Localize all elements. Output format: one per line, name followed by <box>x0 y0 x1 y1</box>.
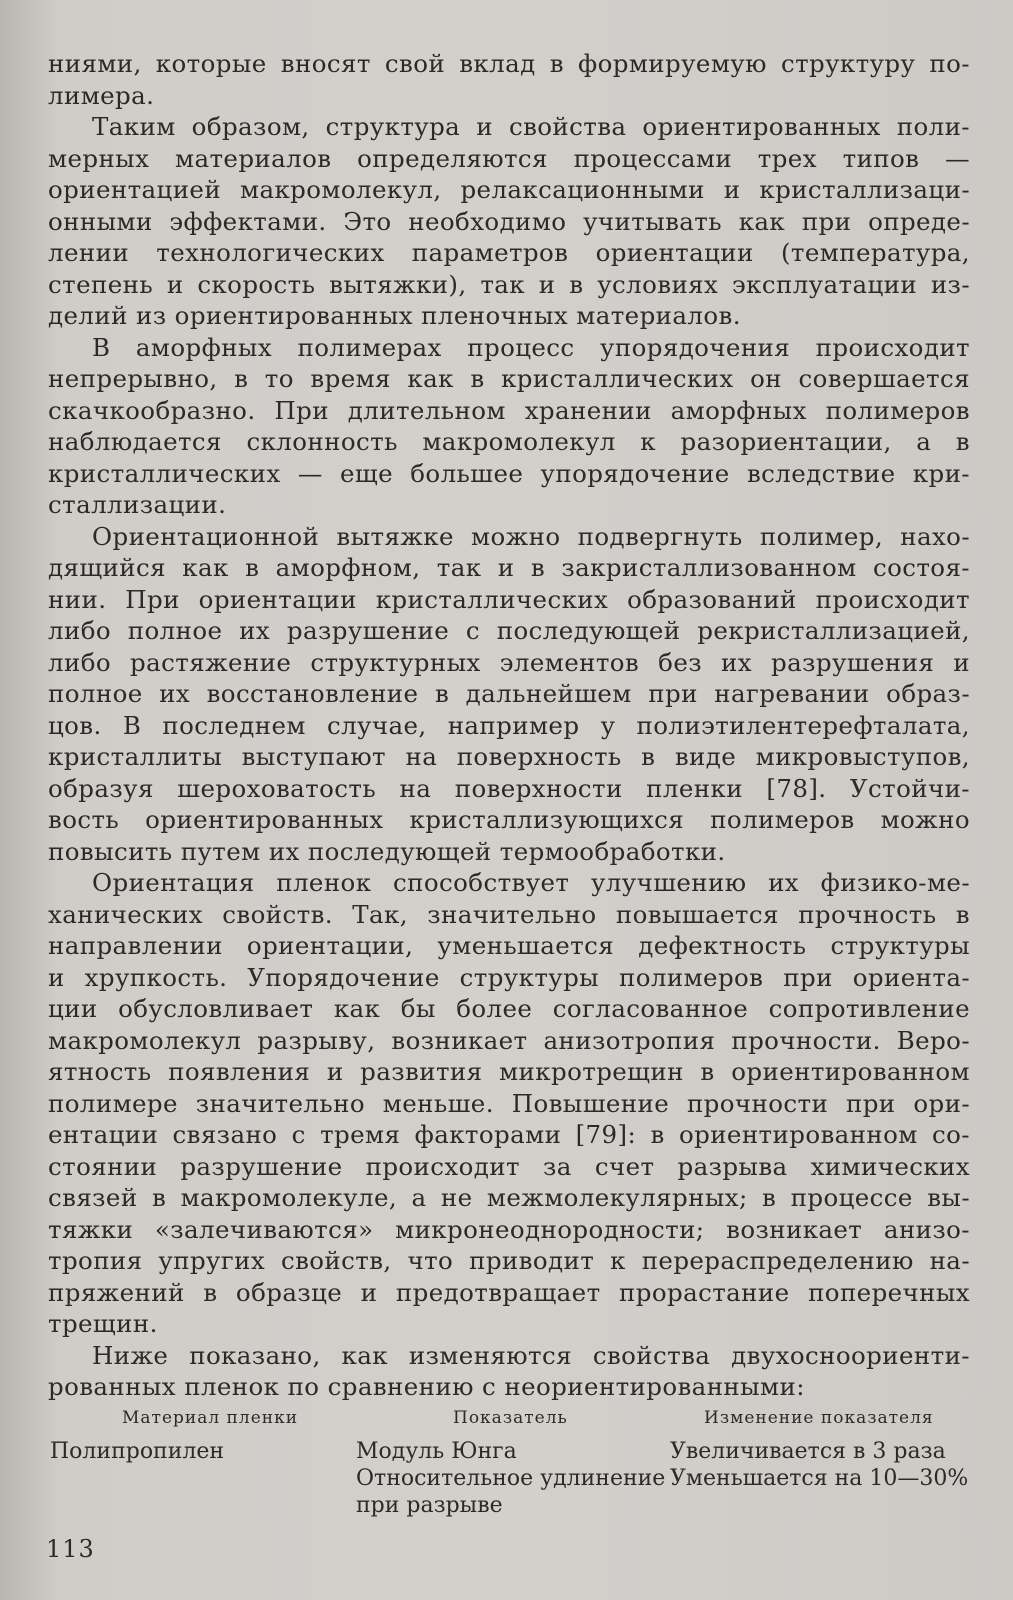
column-header-change: Изменение показателя <box>704 1408 934 1428</box>
text-line: направлении ориентации, уменьшается дефектность структуры <box>48 931 970 960</box>
paragraph <box>48 521 970 868</box>
text-line: ориентацией макромолекул, релаксационными и кристаллизаци- <box>48 175 970 204</box>
paragraph <box>48 48 970 111</box>
text-line: степень и скорость вытяжки), так и в условиях эксплуатации из- <box>48 269 970 299</box>
text-line: Ориентация пленок способствует улучшению их физико-ме- <box>92 868 970 897</box>
text-line: скачкообразно. При длительном хранении аморфных полимеров <box>48 395 970 425</box>
text-line: и хрупкость. Упорядочение структуры полимеров при ориента- <box>48 962 970 992</box>
text-line: Таким образом, структура и свойства ориентированных поли- <box>92 112 970 141</box>
text-line: ятность появления и развития микротрещин в ориентированном <box>48 1057 970 1086</box>
text-line: мерных материалов определяются процессами трех типов — <box>48 143 970 173</box>
text-line: рованных пленок по сравнению с неориентированными: <box>48 1372 805 1401</box>
text-line: макромолекул разрыву, возникает анизотропия прочности. Веро- <box>48 1025 970 1055</box>
indicator-line: при разрыве <box>356 1493 503 1518</box>
text-line: лении технологических параметров ориентации (температура, <box>48 238 970 267</box>
text-line: полное их восстановление в дальнейшем при нагревании образ- <box>48 679 970 708</box>
text-line: непрерывно, в то время как в кристаллических он совершается <box>48 364 970 393</box>
text-line: ниями, которые вносят свой вклад в формируемую структуру по- <box>48 49 970 78</box>
column-header-material: Материал пленки <box>122 1408 299 1428</box>
indicator-line: Относительное удлинение <box>356 1466 666 1491</box>
text-line: нии. При ориентации кристаллических образований происходит <box>48 584 970 614</box>
text-line: трещин. <box>48 1309 158 1338</box>
paragraph <box>48 867 970 1340</box>
text-line: тяжки «залечиваются» микронеоднородности; возникает анизо- <box>48 1214 970 1244</box>
material-name: Полипропилен <box>50 1439 225 1464</box>
text-line: делий из ориентированных пленочных материалов. <box>48 301 741 330</box>
text-line: ентации связано с тремя факторами [79]: в ориентированном со- <box>48 1120 970 1149</box>
text-line: тропия упругих свойств, что приводит к перераспределению на- <box>48 1246 970 1275</box>
text-line: онными эффектами. Это необходимо учитывать как при опреде- <box>48 206 970 236</box>
change-line: Увеличивается в 3 раза <box>670 1439 946 1464</box>
text-line: стоянии разрушение происходит за счет разрыва химических <box>48 1151 970 1181</box>
text-line: кристаллиты выступают на поверхность в виде микровыступов, <box>48 742 970 771</box>
text-line: ханических свойств. Так, значительно повышается прочность в <box>48 899 970 929</box>
text-line: наблюдается склонность макромолекул к разориентации, а в <box>48 427 970 456</box>
text-line: ции обусловливает как бы более согласованное сопротивление <box>48 994 970 1023</box>
table-row <box>48 1438 980 1528</box>
change-line: Уменьшается на 10—30% <box>670 1466 969 1491</box>
text-line: дящийся как в аморфном, так и в закристаллизованном состоя- <box>48 553 970 582</box>
table-header <box>48 1408 980 1438</box>
text-line: Ниже показано, как изменяются свойства двухосноориенти- <box>92 1340 970 1370</box>
properties-table <box>48 1408 980 1528</box>
text-line: вость ориентированных кристаллизующихся полимеров можно <box>48 805 970 834</box>
text-line: цов. В последнем случае, например у полиэтилентерефталата, <box>48 710 970 740</box>
text-line: повысить путем их последующей термообработки. <box>48 836 726 866</box>
change-cell <box>670 1438 968 1492</box>
page-number: 113 <box>46 1535 95 1563</box>
text-line: лимера. <box>48 80 155 110</box>
text-line: сталлизации. <box>48 490 227 519</box>
paragraph <box>48 111 970 332</box>
text-line: В аморфных полимерах процесс упорядочения происходит <box>92 332 970 362</box>
indicator-cell <box>356 1438 665 1519</box>
text-line: кристаллических — еще большее упорядочение вследствие кри- <box>48 458 970 488</box>
paragraph <box>48 332 970 521</box>
text-line: полимере значительно меньше. Повышение прочности при ори- <box>48 1088 970 1118</box>
indicator-line: Модуль Юнга <box>356 1439 517 1464</box>
text-line: либо растяжение структурных элементов без их разрушения и <box>48 647 970 677</box>
text-line: пряжений в образце и предотвращает прорастание поперечных <box>48 1277 970 1307</box>
paragraph <box>48 1340 970 1403</box>
text-line: либо полное их разрушение с последующей рекристаллизацией, <box>48 616 970 645</box>
text-line: связей в макромолекуле, а не межмолекулярных; в процессе вы- <box>48 1183 970 1212</box>
material-cell <box>50 1438 224 1465</box>
main-text <box>48 48 970 1403</box>
text-line: Ориентационной вытяжке можно подвергнуть полимер, нахо- <box>92 521 970 551</box>
text-line: образуя шероховатость на поверхности пленки [78]. Устойчи- <box>48 773 970 803</box>
column-header-indicator: Показатель <box>453 1408 568 1428</box>
